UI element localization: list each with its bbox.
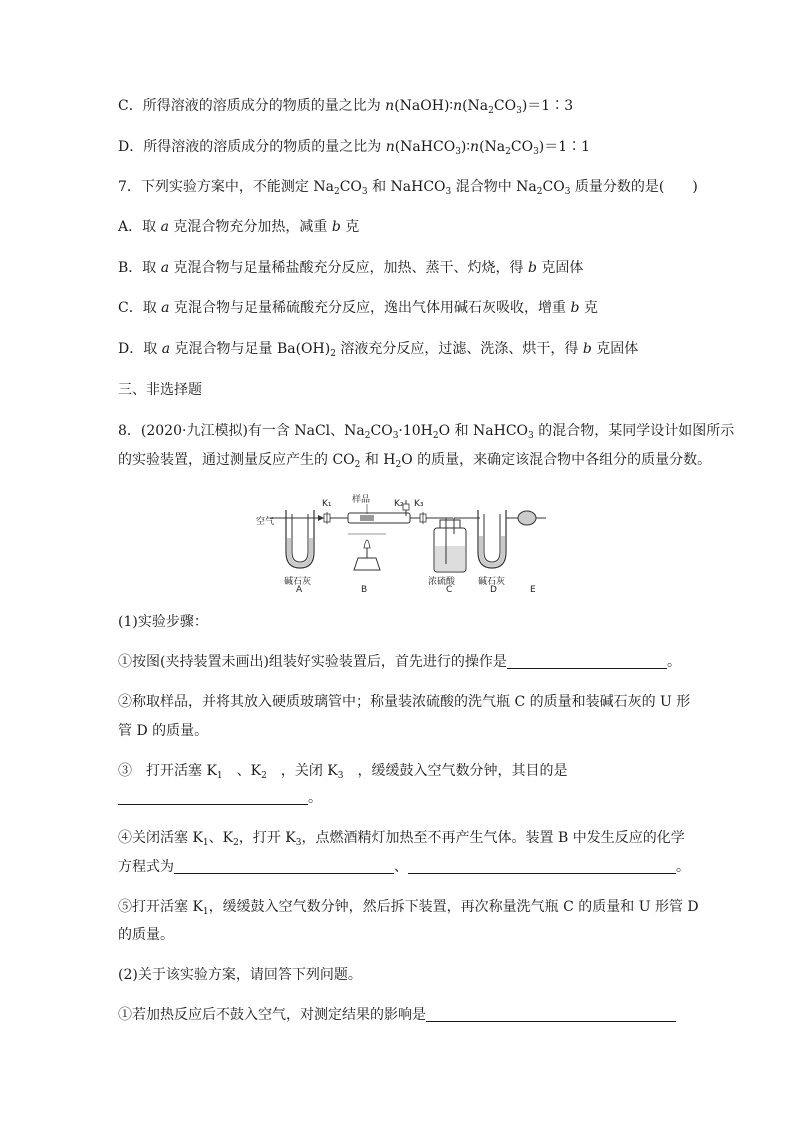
question-8-stem-line-2: 的实验装置，通过测量反应产生的 $CO_2$ 和 $H_2O$ 的质量，来确定该混合物中各组分的质量分数。: [118, 452, 712, 470]
step-5-line-1: ⑤打开活塞 $K_1$，缓缓鼓入空气数分钟，然后拆下装置，再次称量洗气瓶 C 的质量和 U 形管 D: [118, 899, 699, 917]
label-k1: K₁: [322, 499, 332, 509]
gas-washing-bottle-c: [434, 518, 466, 572]
question-6-option-c: C．所得溶液的溶质成分的物质的量之比为 $n(NaOH)∶n(Na_2CO_3)=1∶3$: [118, 98, 574, 116]
valve-k1: [324, 512, 330, 524]
question-7-option-c: C．取 a 克混合物与足量稀硫酸充分反应，逸出气体用碱石灰吸收，增重 b 克: [118, 300, 598, 316]
label-soda-lime-a: 碱石灰: [284, 577, 312, 587]
label-d: D: [490, 585, 497, 594]
answer-blank-1[interactable]: [507, 654, 667, 669]
u-tube-d: [478, 510, 506, 568]
label-sample: 样品: [352, 495, 371, 505]
label-k3: K₃: [414, 499, 424, 509]
answer-blank-2[interactable]: [118, 790, 308, 805]
label-a: A: [296, 585, 303, 594]
drying-tube-e: [518, 511, 546, 525]
answer-blank-3[interactable]: [174, 859, 394, 874]
question-7-option-b: B．取 a 克混合物与足量稀盐酸充分反应，加热、蒸干、灼烧，得 b 克固体: [118, 260, 584, 276]
answer-blank-4[interactable]: [408, 859, 676, 874]
question-7-stem: 7．下列实验方案中，不能测定 $Na_2CO_3$ 和 NaHCO$_3$ 混合物中 $Na_2CO_3$ 质量分数的是( ): [118, 179, 698, 197]
part-2-heading: (2)关于该实验方案，请回答下列问题。: [118, 967, 362, 983]
step-5-line-2: 的质量。: [118, 927, 174, 943]
hard-glass-tube-b: [348, 513, 410, 523]
valve-k3: [420, 512, 426, 524]
label-k2: K₂: [394, 499, 404, 509]
question-7-option-a: A．取 a 克混合物充分加热，减重 b 克: [118, 219, 360, 235]
alcohol-lamp: [348, 534, 386, 570]
step-2-line-2: 管 D 的质量。: [118, 723, 209, 739]
answer-blank-5[interactable]: [426, 1007, 676, 1022]
label-b: B: [361, 585, 368, 594]
step-3-line-2: 。: [118, 788, 322, 808]
label-conc-sulfuric-acid: 浓硫酸: [428, 577, 456, 587]
step-1: ①按图(夹持装置未画出)组装好实验装置后，首先进行的操作是 。: [118, 654, 681, 670]
part-1-heading: (1)实验步骤：: [118, 614, 208, 630]
label-air: 空气: [256, 517, 275, 527]
step-4-line-2: 方程式为 、 。: [118, 859, 690, 875]
question-8-stem-line-1: 8．(2020·九江模拟)有一含 NaCl、$Na_2CO_3\cdot 10H_2O$ 和 NaHCO$_3$ 的混合物，某同学设计如图所示: [118, 423, 735, 441]
part-2-question-1: ①若加热反应后不鼓入空气，对测定结果的影响是: [118, 1005, 676, 1025]
step-2-line-1: ②称取样品，并将其放入硬质玻璃管中；称量装浓硫酸的洗气瓶 C 的质量和装碱石灰的 U 形: [118, 694, 691, 710]
label-c: C: [446, 585, 453, 594]
question-7-option-d: D．取 a 克混合物与足量 $Ba(OH)_2$ 溶液充分反应，过滤、洗涤、烘干，得 b 克固体: [118, 341, 639, 359]
step-4-line-1: ④关闭活塞 $K_1$、$K_2$，打开 $K_3$，点燃酒精灯加热至不再产生气体。装置 B 中发生反应的化学: [118, 830, 685, 848]
label-soda-lime-d: 碱石灰: [478, 577, 506, 587]
u-tube-a: [286, 510, 314, 568]
step-3-line-1: ③ 打开活塞 $K_1$ 、$K_2$ ，关闭 $K_3$ ，缓缓鼓入空气数分钟，其目的是: [118, 763, 568, 781]
section-heading: 三、非选择题: [118, 382, 202, 398]
question-6-option-d: D．所得溶液的溶质成分的物质的量之比为 $n(NaHCO_3)∶n(Na_2CO_3)=1∶1$: [118, 139, 591, 157]
apparatus-diagram: [248, 488, 548, 594]
label-e: E: [530, 585, 536, 594]
